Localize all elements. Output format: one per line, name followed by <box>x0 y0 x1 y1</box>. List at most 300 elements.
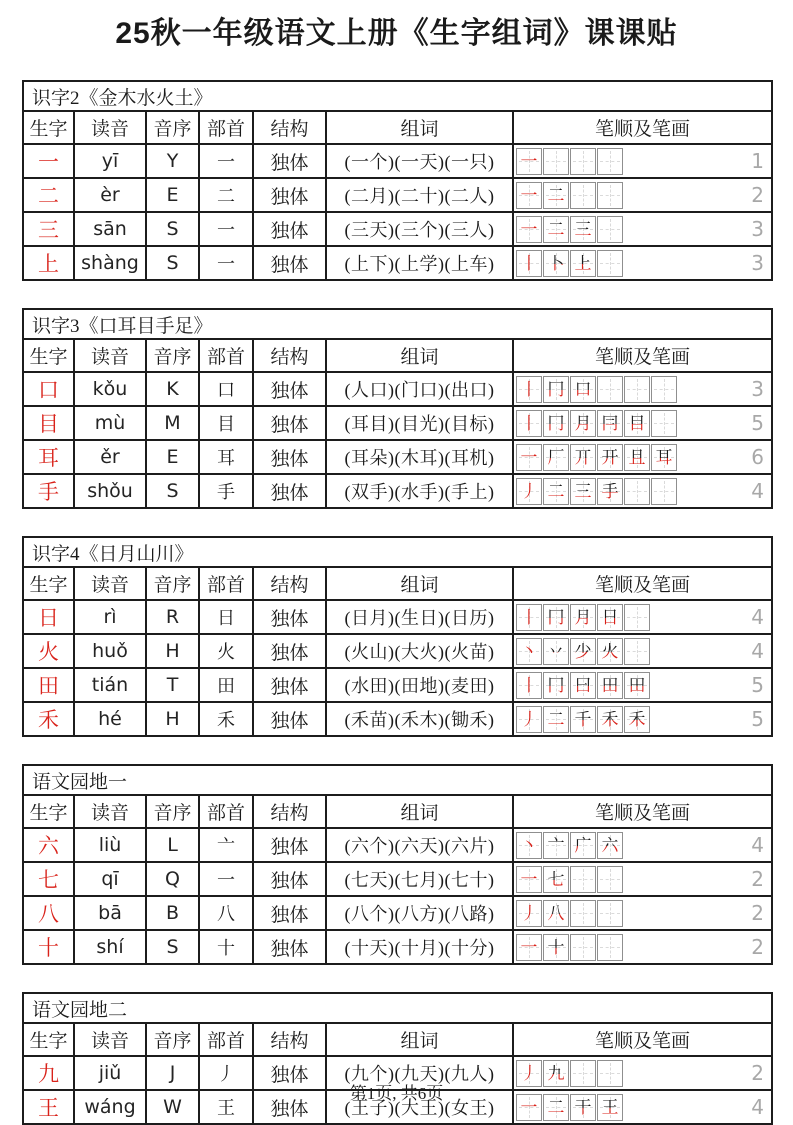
stroke-stage: 月 <box>574 413 592 433</box>
table-row <box>23 702 772 736</box>
stroke-box <box>570 832 596 859</box>
pinyin: jiǔ <box>74 1056 146 1090</box>
stroke-order-cell <box>513 634 772 668</box>
structure: 独体 <box>253 668 326 702</box>
stroke-order-grid <box>514 213 771 245</box>
column-header: 生字 <box>23 567 74 600</box>
stroke-box <box>597 604 623 631</box>
stroke-stage: 田 <box>601 675 619 695</box>
table-row <box>23 600 772 634</box>
stroke-stage: 丿 <box>520 709 538 729</box>
stroke-stage: 上 <box>574 253 592 273</box>
column-header: 笔顺及笔画 <box>513 567 772 600</box>
radical: 耳 <box>199 440 253 474</box>
stroke-box <box>570 148 596 175</box>
column-header: 组词 <box>326 567 513 600</box>
pinyin: shí <box>74 930 146 964</box>
stroke-order-grid <box>514 179 771 211</box>
stroke-order-grid <box>514 897 771 929</box>
stroke-box <box>597 934 623 961</box>
pinyin: èr <box>74 178 146 212</box>
stroke-order-cell <box>513 144 772 178</box>
alphabetical-initial: H <box>146 634 199 668</box>
column-header: 读音 <box>74 1023 146 1056</box>
stroke-order-grid <box>514 373 771 405</box>
stroke-box <box>543 866 569 893</box>
stroke-box <box>516 706 542 733</box>
alphabetical-initial: S <box>146 246 199 280</box>
column-header: 笔顺及笔画 <box>513 795 772 828</box>
stroke-box <box>597 216 623 243</box>
section-header-row <box>23 993 772 1023</box>
section-header-row <box>23 765 772 795</box>
stroke-stage: 丨 <box>520 253 538 273</box>
stroke-stage: 六 <box>601 835 619 855</box>
stroke-stage: 冂 <box>547 413 565 433</box>
stroke-count: 4 <box>751 639 765 663</box>
stroke-box <box>516 672 542 699</box>
column-header: 部首 <box>199 795 253 828</box>
stroke-count: 2 <box>751 1061 765 1085</box>
stroke-box <box>543 376 569 403</box>
stroke-count: 5 <box>751 707 765 731</box>
tables <box>22 80 771 1125</box>
new-char: 六 <box>23 828 74 862</box>
page-number-footer: 第1页, 共6页 <box>349 1084 444 1103</box>
stroke-box <box>516 182 542 209</box>
stroke-order-cell <box>513 178 772 212</box>
stroke-stage: 二 <box>547 481 565 501</box>
table-row <box>23 212 772 246</box>
stroke-count: 2 <box>751 867 765 891</box>
section-title: 识字3《口耳目手足》 <box>23 309 772 339</box>
word-groups: (九个)(九天)(九人) <box>326 1056 513 1090</box>
stroke-box <box>651 376 677 403</box>
section-title: 识字2《金木水火土》 <box>23 81 772 111</box>
column-header: 读音 <box>74 795 146 828</box>
word-groups: (禾苗)(禾木)(锄禾) <box>326 702 513 736</box>
stroke-stage: 二 <box>547 219 565 239</box>
pinyin: kǒu <box>74 372 146 406</box>
stroke-count: 4 <box>751 605 765 629</box>
stroke-order-cell <box>513 702 772 736</box>
stroke-stage: 九 <box>547 1063 565 1083</box>
pinyin: rì <box>74 600 146 634</box>
stroke-stage: 丶 <box>520 835 538 855</box>
column-header: 读音 <box>74 111 146 144</box>
new-char: 九 <box>23 1056 74 1090</box>
stroke-stage: 丿 <box>520 1063 538 1083</box>
structure: 独体 <box>253 634 326 668</box>
new-char: 上 <box>23 246 74 280</box>
stroke-box <box>516 900 542 927</box>
structure: 独体 <box>253 930 326 964</box>
pinyin: bā <box>74 896 146 930</box>
stroke-count: 4 <box>751 1095 765 1119</box>
stroke-box <box>597 376 623 403</box>
stroke-box <box>543 478 569 505</box>
stroke-order-cell <box>513 896 772 930</box>
table-row <box>23 828 772 862</box>
stroke-box <box>597 866 623 893</box>
column-header: 生字 <box>23 795 74 828</box>
stroke-order-cell <box>513 600 772 634</box>
stroke-order-cell <box>513 930 772 964</box>
word-groups: (王子)(大王)(女王) <box>326 1090 513 1124</box>
alphabetical-initial: T <box>146 668 199 702</box>
stroke-box <box>516 638 542 665</box>
pinyin: shǒu <box>74 474 146 508</box>
stroke-box <box>543 148 569 175</box>
new-char: 七 <box>23 862 74 896</box>
stroke-stage: 千 <box>574 709 592 729</box>
stroke-stage: 禾 <box>601 709 619 729</box>
word-groups: (一个)(一天)(一只) <box>326 144 513 178</box>
stroke-box <box>651 478 677 505</box>
pinyin: huǒ <box>74 634 146 668</box>
column-header: 组词 <box>326 795 513 828</box>
word-groups: (上下)(上学)(上车) <box>326 246 513 280</box>
radical: 八 <box>199 896 253 930</box>
stroke-box <box>543 706 569 733</box>
column-header: 组词 <box>326 339 513 372</box>
table-row <box>23 372 772 406</box>
structure: 独体 <box>253 178 326 212</box>
new-char: 十 <box>23 930 74 964</box>
section-title: 语文园地一 <box>23 765 772 795</box>
word-groups: (人口)(门口)(出口) <box>326 372 513 406</box>
stroke-box <box>516 148 542 175</box>
stroke-stage: 月 <box>574 607 592 627</box>
column-header: 读音 <box>74 567 146 600</box>
new-char: 禾 <box>23 702 74 736</box>
stroke-order-grid <box>514 703 771 735</box>
alphabetical-initial: W <box>146 1090 199 1124</box>
stroke-count: 2 <box>751 935 765 959</box>
alphabetical-initial: B <box>146 896 199 930</box>
word-groups: (二月)(二十)(二人) <box>326 178 513 212</box>
word-groups: (八个)(八方)(八路) <box>326 896 513 930</box>
stroke-box <box>597 706 623 733</box>
stroke-box <box>597 410 623 437</box>
column-header: 组词 <box>326 1023 513 1056</box>
stroke-box <box>543 410 569 437</box>
stroke-stage: 二 <box>547 709 565 729</box>
word-groups: (七天)(七月)(七十) <box>326 862 513 896</box>
section-header-row <box>23 309 772 339</box>
stroke-box <box>516 934 542 961</box>
stroke-box <box>516 444 542 471</box>
table-row <box>23 896 772 930</box>
alphabetical-initial: S <box>146 474 199 508</box>
radical: 目 <box>199 406 253 440</box>
pinyin: hé <box>74 702 146 736</box>
table-row <box>23 246 772 280</box>
stroke-box <box>570 478 596 505</box>
column-header-row <box>23 111 772 144</box>
stroke-order-cell <box>513 212 772 246</box>
stroke-box <box>543 182 569 209</box>
stroke-box <box>597 148 623 175</box>
stroke-box <box>597 638 623 665</box>
column-header-row <box>23 1023 772 1056</box>
alphabetical-initial: R <box>146 600 199 634</box>
stroke-stage: 一 <box>520 185 538 205</box>
stroke-box <box>570 250 596 277</box>
structure: 独体 <box>253 862 326 896</box>
stroke-order-grid <box>514 931 771 963</box>
table-row <box>23 668 772 702</box>
stroke-stage: 丌 <box>574 447 592 467</box>
stroke-order-grid <box>514 407 771 439</box>
stroke-box <box>597 182 623 209</box>
stroke-box <box>624 706 650 733</box>
stroke-order-cell <box>513 862 772 896</box>
radical: 王 <box>199 1090 253 1124</box>
stroke-stage: 亠 <box>547 835 565 855</box>
stroke-count: 3 <box>751 377 764 401</box>
stroke-count: 6 <box>751 445 764 469</box>
stroke-box <box>597 478 623 505</box>
stroke-stage: 开 <box>601 447 619 467</box>
stroke-box <box>624 478 650 505</box>
stroke-stage: 冃 <box>601 413 619 433</box>
stroke-box <box>597 250 623 277</box>
pinyin: ěr <box>74 440 146 474</box>
stroke-stage: 冂 <box>547 607 565 627</box>
radical: 口 <box>199 372 253 406</box>
alphabetical-initial: S <box>146 930 199 964</box>
stroke-stage: 禾 <box>628 709 646 729</box>
alphabetical-initial: Q <box>146 862 199 896</box>
column-header-row <box>23 339 772 372</box>
section-title: 语文园地二 <box>23 993 772 1023</box>
stroke-order-cell <box>513 828 772 862</box>
column-header: 音序 <box>146 111 199 144</box>
pinyin: qī <box>74 862 146 896</box>
radical: 田 <box>199 668 253 702</box>
stroke-stage: 丿 <box>520 903 538 923</box>
stroke-stage: 干 <box>574 1097 592 1117</box>
stroke-stage: 一 <box>520 937 538 957</box>
stroke-order-cell <box>513 406 772 440</box>
stroke-stage: 二 <box>547 185 565 205</box>
stroke-box <box>624 638 650 665</box>
stroke-box <box>543 934 569 961</box>
page-title: 25秋一年级语文上册《生字组词》课课贴 <box>115 17 678 50</box>
structure: 独体 <box>253 246 326 280</box>
new-char: 口 <box>23 372 74 406</box>
stroke-order-grid <box>514 601 771 633</box>
stroke-box <box>543 604 569 631</box>
section-title: 识字4《日月山川》 <box>23 537 772 567</box>
stroke-box <box>570 866 596 893</box>
stroke-box <box>570 410 596 437</box>
stroke-stage: 三 <box>574 481 592 501</box>
stroke-stage: 田 <box>628 675 646 695</box>
stroke-box <box>651 410 677 437</box>
alphabetical-initial: E <box>146 178 199 212</box>
column-header: 音序 <box>146 1023 199 1056</box>
pinyin: shàng <box>74 246 146 280</box>
stroke-order-cell <box>513 668 772 702</box>
radical: 手 <box>199 474 253 508</box>
stroke-count: 3 <box>751 251 764 275</box>
structure: 独体 <box>253 828 326 862</box>
stroke-order-cell <box>513 474 772 508</box>
new-char: 二 <box>23 178 74 212</box>
radical: 二 <box>199 178 253 212</box>
stroke-stage: 少 <box>574 641 592 661</box>
stroke-order-grid <box>514 669 771 701</box>
new-char: 八 <box>23 896 74 930</box>
new-char: 目 <box>23 406 74 440</box>
section-header-row <box>23 537 772 567</box>
stroke-box <box>543 444 569 471</box>
radical: 一 <box>199 144 253 178</box>
word-groups: (十天)(十月)(十分) <box>326 930 513 964</box>
column-header: 结构 <box>253 567 326 600</box>
stroke-order-grid <box>514 145 771 177</box>
column-header: 部首 <box>199 1023 253 1056</box>
radical: 一 <box>199 862 253 896</box>
column-header: 音序 <box>146 567 199 600</box>
stroke-box <box>516 604 542 631</box>
new-char: 日 <box>23 600 74 634</box>
stroke-box <box>543 900 569 927</box>
table-row <box>23 930 772 964</box>
stroke-box <box>516 216 542 243</box>
word-groups: (火山)(大火)(火苗) <box>326 634 513 668</box>
table-row <box>23 440 772 474</box>
new-char: 田 <box>23 668 74 702</box>
pinyin: sān <box>74 212 146 246</box>
stroke-box <box>624 672 650 699</box>
column-header: 笔顺及笔画 <box>513 1023 772 1056</box>
stroke-stage: 丨 <box>520 675 538 695</box>
stroke-stage: 丨 <box>520 607 538 627</box>
word-groups: (双手)(水手)(手上) <box>326 474 513 508</box>
stroke-box <box>516 832 542 859</box>
stroke-stage: 十 <box>547 937 565 957</box>
word-groups: (水田)(田地)(麦田) <box>326 668 513 702</box>
new-char: 耳 <box>23 440 74 474</box>
stroke-box <box>543 832 569 859</box>
new-char: 一 <box>23 144 74 178</box>
stroke-stage: 丨 <box>520 413 538 433</box>
stroke-stage: 冂 <box>547 379 565 399</box>
stroke-stage: 目 <box>628 413 646 433</box>
column-header: 结构 <box>253 339 326 372</box>
column-header: 生字 <box>23 111 74 144</box>
worksheet-table <box>22 80 773 281</box>
radical: 亠 <box>199 828 253 862</box>
column-header: 生字 <box>23 339 74 372</box>
pinyin: yī <box>74 144 146 178</box>
column-header: 部首 <box>199 111 253 144</box>
radical: 丿 <box>199 1056 253 1090</box>
new-char: 火 <box>23 634 74 668</box>
stroke-box <box>570 672 596 699</box>
word-groups: (耳朵)(木耳)(耳机) <box>326 440 513 474</box>
radical: 禾 <box>199 702 253 736</box>
alphabetical-initial: H <box>146 702 199 736</box>
structure: 独体 <box>253 474 326 508</box>
stroke-stage: 二 <box>547 1097 565 1117</box>
column-header: 音序 <box>146 795 199 828</box>
stroke-box <box>570 182 596 209</box>
stroke-order-cell <box>513 440 772 474</box>
stroke-box <box>597 672 623 699</box>
structure: 独体 <box>253 144 326 178</box>
stroke-box <box>597 832 623 859</box>
stroke-count: 4 <box>751 833 765 857</box>
column-header: 部首 <box>199 567 253 600</box>
structure: 独体 <box>253 440 326 474</box>
structure: 独体 <box>253 1090 326 1124</box>
stroke-stage: 口 <box>574 379 592 399</box>
column-header: 组词 <box>326 111 513 144</box>
alphabetical-initial: J <box>146 1056 199 1090</box>
column-header: 生字 <box>23 1023 74 1056</box>
worksheet-table <box>22 764 773 965</box>
structure: 独体 <box>253 600 326 634</box>
stroke-stage: 曰 <box>574 675 592 695</box>
column-header-row <box>23 795 772 828</box>
worksheet-table <box>22 308 773 509</box>
stroke-box <box>516 250 542 277</box>
alphabetical-initial: M <box>146 406 199 440</box>
stroke-box <box>516 866 542 893</box>
stroke-box <box>570 216 596 243</box>
stroke-count: 5 <box>751 411 764 435</box>
word-groups: (日月)(生日)(日历) <box>326 600 513 634</box>
stroke-box <box>597 900 623 927</box>
section-header-row <box>23 81 772 111</box>
stroke-stage: 且 <box>628 447 646 467</box>
column-header: 部首 <box>199 339 253 372</box>
table-row <box>23 144 772 178</box>
column-header: 音序 <box>146 339 199 372</box>
stroke-stage: 日 <box>601 607 619 627</box>
stroke-stage: 丷 <box>547 641 565 661</box>
stroke-order-grid <box>514 863 771 895</box>
pinyin: mù <box>74 406 146 440</box>
stroke-stage: 八 <box>547 903 565 923</box>
stroke-stage: 火 <box>601 641 619 661</box>
pinyin: tián <box>74 668 146 702</box>
stroke-box <box>651 444 677 471</box>
column-header-row <box>23 567 772 600</box>
stroke-box <box>543 216 569 243</box>
stroke-stage: 广 <box>574 835 592 855</box>
table-row <box>23 862 772 896</box>
stroke-stage: 手 <box>601 481 619 501</box>
radical: 一 <box>199 246 253 280</box>
stroke-box <box>570 900 596 927</box>
stroke-box <box>543 638 569 665</box>
column-header: 读音 <box>74 339 146 372</box>
stroke-box <box>516 410 542 437</box>
stroke-order-grid <box>514 441 771 473</box>
alphabetical-initial: Y <box>146 144 199 178</box>
stroke-box <box>597 444 623 471</box>
structure: 独体 <box>253 372 326 406</box>
alphabetical-initial: S <box>146 212 199 246</box>
stroke-stage: 厂 <box>547 447 565 467</box>
stroke-box <box>570 706 596 733</box>
stroke-stage: 丿 <box>520 481 538 501</box>
